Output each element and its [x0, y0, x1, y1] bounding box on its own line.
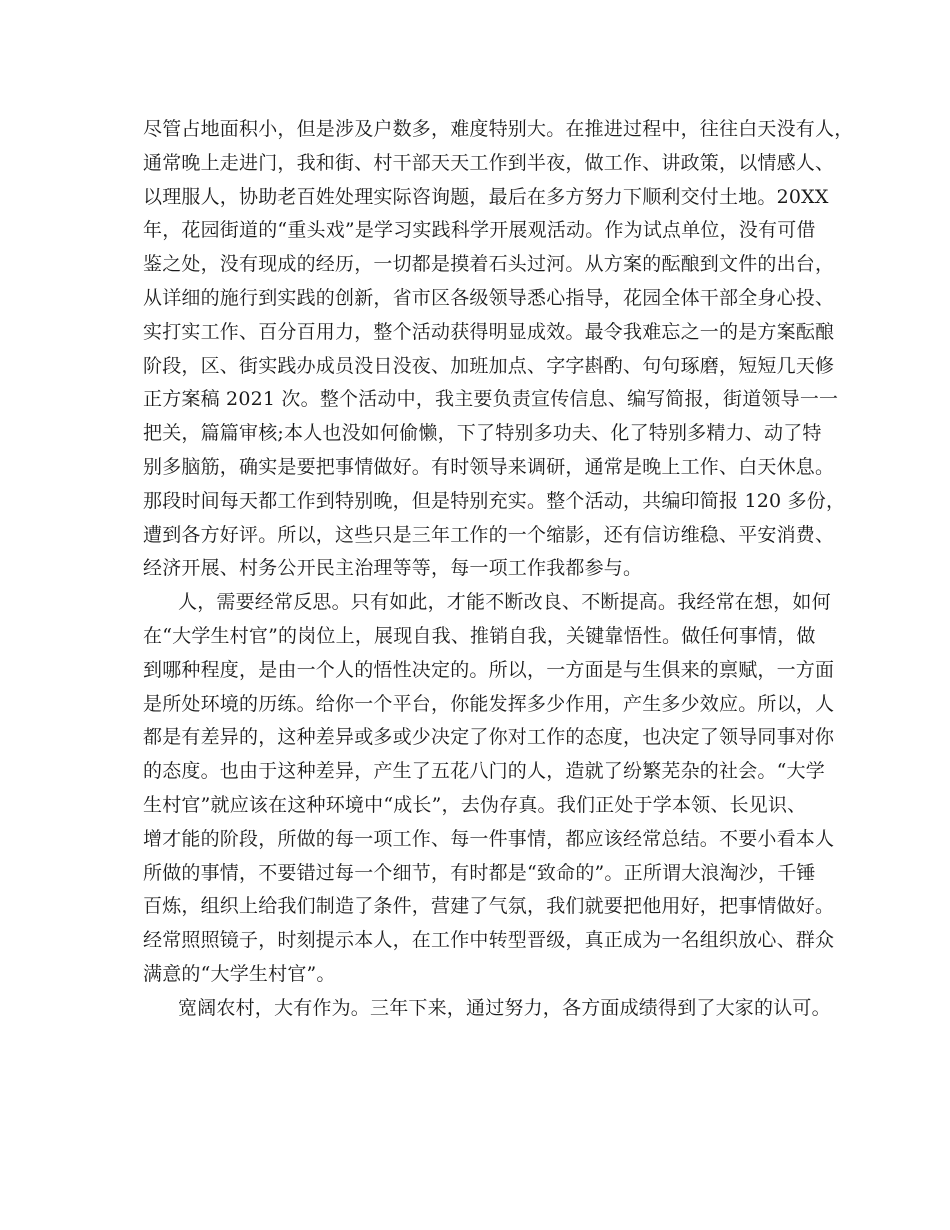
text-line: 那段时间每天都工作到特别晚，但是特别充实。整个活动，共编印简报 120 多份，: [143, 489, 846, 512]
text-line: 阶段，区、街实践办成员没日没夜、加班加点、字字斟酌、句句琢磨，短短几天修: [143, 354, 835, 377]
text-line: 所做的事情，不要错过每一个细节，有时都是“致命的”。正所谓大浪淘沙，千锤: [143, 861, 816, 884]
text-line: 的态度。也由于这种差异，产生了五花八门的人，造就了纷繁芜杂的社会。“大学: [143, 760, 825, 783]
text-line: 通常晚上走进门，我和街、村干部天天工作到半夜，做工作、讲政策，以情感人、: [143, 151, 835, 174]
text-line: 都是有差异的，这种差异或多或少决定了你对工作的态度，也决定了领导同事对你: [143, 726, 835, 749]
text-line: 人，需要经常反思。只有如此，才能不断改良、不断提高。我经常在想，如何: [178, 591, 831, 614]
paragraph: [143, 992, 829, 1026]
text-line: 别多脑筋，确实是要把事情做好。有时领导来调研，通常是晚上工作、白天休息。: [143, 455, 835, 478]
text-line: 实打实工作、百分百用力，整个活动获得明显成效。最令我难忘之一的是方案酝酿: [143, 320, 835, 343]
text-line: 满意的“大学生村官”。: [143, 962, 336, 985]
text-line: 宽阔农村，大有作为。三年下来，通过努力，各方面成绩得到了大家的认可。: [178, 996, 831, 1019]
text-line: 百炼，组织上给我们制造了条件，营建了气氛，我们就要把他用好，把事情做好。: [143, 895, 835, 918]
text-line: 经济开展、村务公开民主治理等等，每一项工作我都参与。: [143, 557, 643, 580]
paragraph: [143, 586, 835, 992]
text-line: 增才能的阶段，所做的每一项工作、每一件事情，都应该经常总结。不要小看本人: [143, 827, 835, 850]
text-line: 尽管占地面积小，但是涉及户数多，难度特别大。在推进过程中，往往白天没有人，: [143, 118, 854, 140]
text-line: 鉴之处，没有现成的经历，一切都是摸着石头过河。从方案的酝酿到文件的出台，: [143, 253, 835, 276]
text-line: 遭到各方好评。所以，这些只是三年工作的一个缩影，还有信访维稳、平安消费、: [143, 523, 835, 546]
text-line: 是所处环境的历练。给你一个平台，你能发挥多少作用，产生多少效应。所以，人: [143, 692, 835, 715]
document-body: [143, 113, 854, 1026]
text-line: 生村官”就应该在这种环境中“成长”，去伪存真。我们正处于学本领、长见识、: [143, 793, 807, 816]
text-line: 从详细的施行到实践的创新，省市区各级领导悉心指导，花园全体干部全身心投、: [143, 286, 835, 309]
text-line: 把关，篇篇审核;本人也没如何偷懒，下了特别多功夫、化了特别多精力、动了特: [143, 422, 822, 445]
text-line: 在“大学生村官”的岗位上，展现自我、推销自我，关键靠悟性。做任何事情，做: [143, 624, 816, 647]
paragraph: [143, 113, 854, 586]
text-line: 到哪种程度，是由一个人的悟性决定的。所以，一方面是与生俱来的禀赋，一方面: [143, 658, 835, 681]
text-line: 以理服人，协助老百姓处理实际咨询题，最后在多方努力下顺利交付土地。20XX: [143, 185, 829, 208]
text-line: 年，花园街道的“重头戏”是学习实践科学开展观活动。作为试点单位，没有可借: [143, 219, 816, 242]
text-line: 正方案稿 2021 次。整个活动中，我主要负责宣传信息、编写简报，街道领导一一: [143, 388, 839, 411]
text-line: 经常照照镜子，时刻提示本人，在工作中转型晋级，真正成为一名组织放心、群众: [143, 929, 835, 952]
